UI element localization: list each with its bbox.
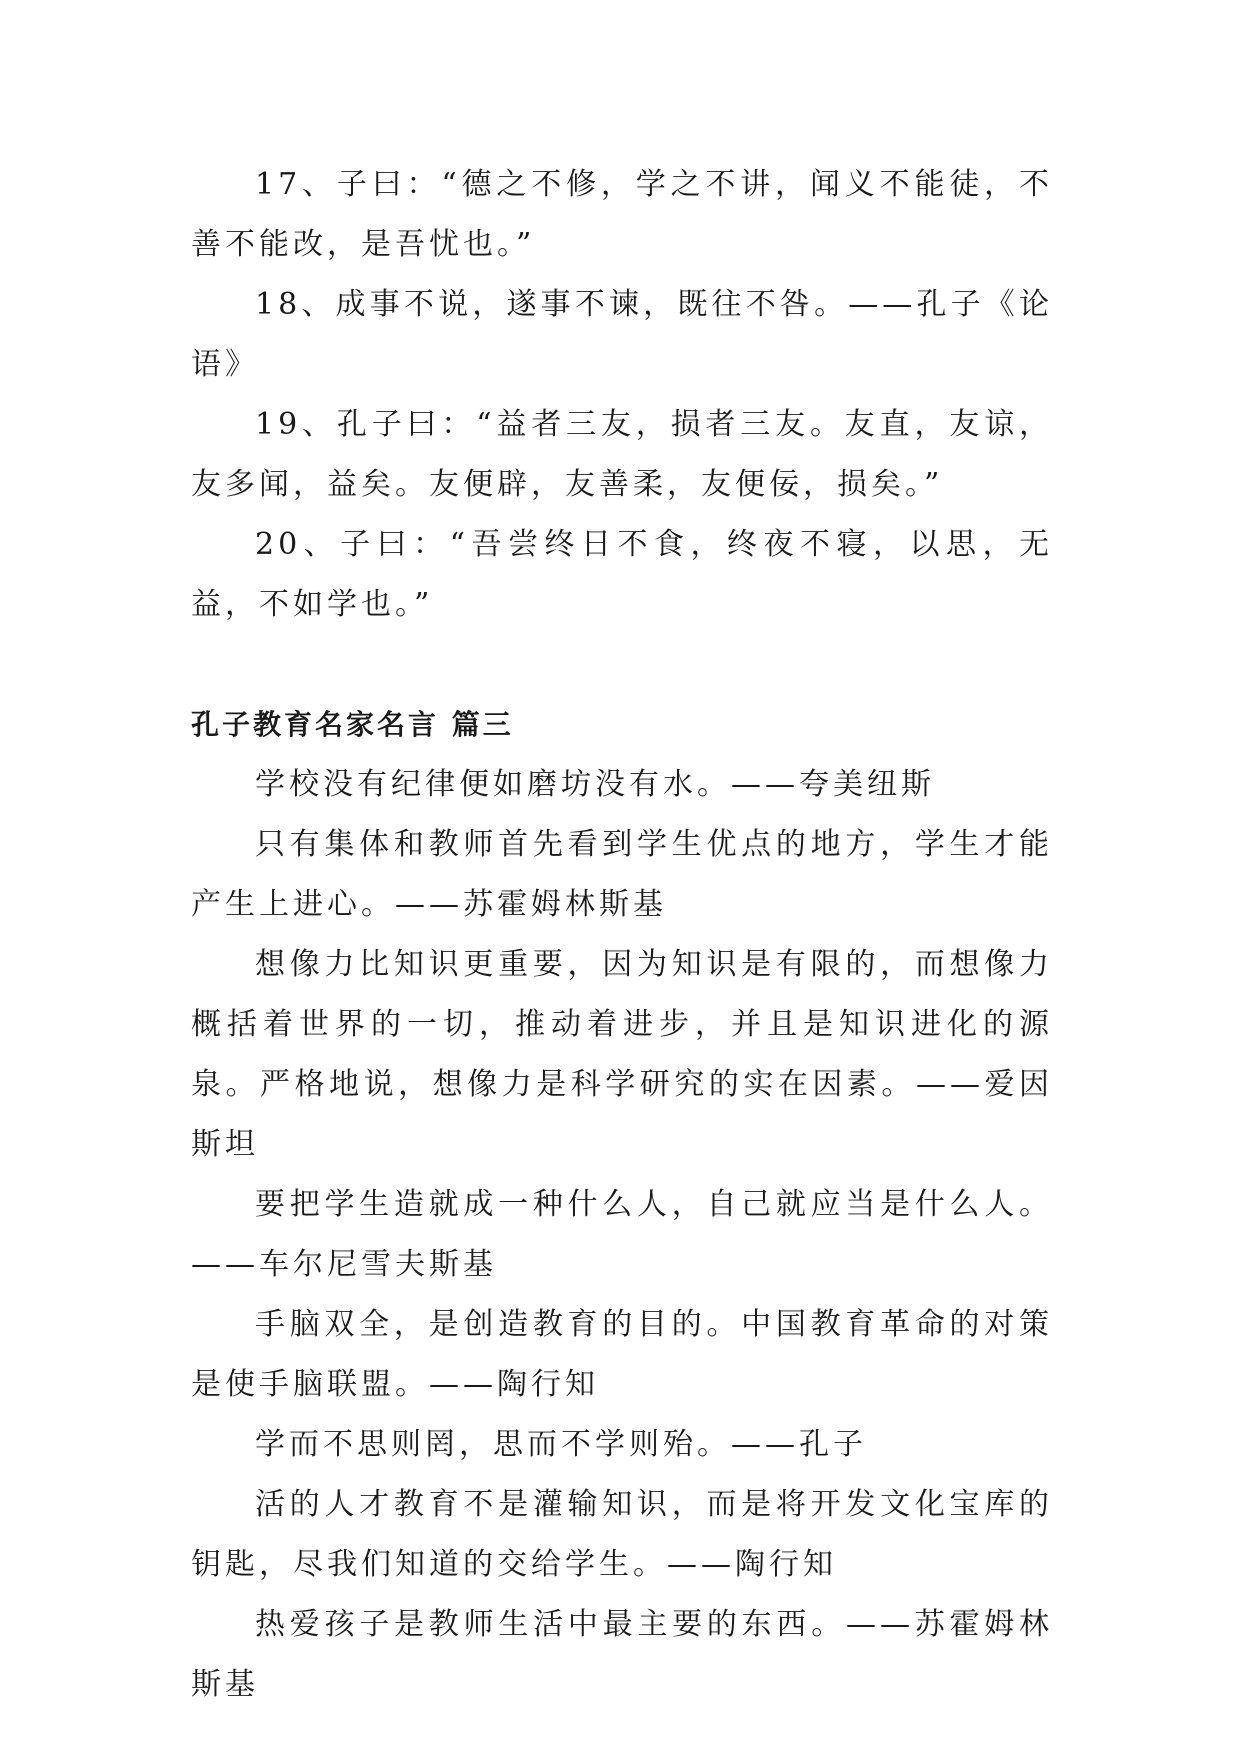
quote-tao-1: 手脑双全，是创造教育的目的。中国教育革命的对策是使手脑联盟。——陶行知 [191, 1307, 1053, 1402]
quote-17: 17、子曰：“德之不修，学之不讲，闻义不能徒，不善不能改，是吾忧也。” [191, 167, 1053, 262]
quote-confucius: 学而不思则罔，思而不学则殆。——孔子 [255, 1427, 867, 1462]
quote-20: 20、子曰：“吾尝终日不食，终夜不寝，以思，无益，不如学也。” [191, 527, 1053, 622]
quote-tao-2: 活的人才教育不是灌输知识，而是将开发文化宝库的钥匙，尽我们知道的交给学生。——陶行知 [191, 1487, 1053, 1582]
quote-sukhomlinsky-1: 只有集体和教师首先看到学生优点的地方，学生才能产生上进心。——苏霍姆林斯基 [191, 827, 1053, 922]
document-body [191, 155, 1053, 1715]
quote-sukhomlinsky-2: 热爱孩子是教师生活中最主要的东西。——苏霍姆林斯基 [191, 1607, 1053, 1702]
quote-18: 18、成事不说，遂事不谏，既往不咎。——孔子《论语》 [191, 287, 1053, 382]
section-heading: 孔子教育名家名言 篇三 [191, 708, 514, 741]
quote-chernyshevsky: 要把学生造就成一种什么人，自己就应当是什么人。——车尔尼雪夫斯基 [191, 1187, 1053, 1282]
quote-comenius: 学校没有纪律便如磨坊没有水。——夸美纽斯 [255, 767, 935, 802]
quote-einstein: 想像力比知识更重要，因为知识是有限的，而想像力概括着世界的一切，推动着进步，并且是知识进化的源泉。严格地说，想像力是科学研究的实在因素。——爱因斯坦 [191, 947, 1053, 1162]
quote-19: 19、孔子曰：“益者三友，损者三友。友直，友谅，友多闻，益矣。友便辟，友善柔，友便佞，损矣。” [191, 407, 1053, 502]
